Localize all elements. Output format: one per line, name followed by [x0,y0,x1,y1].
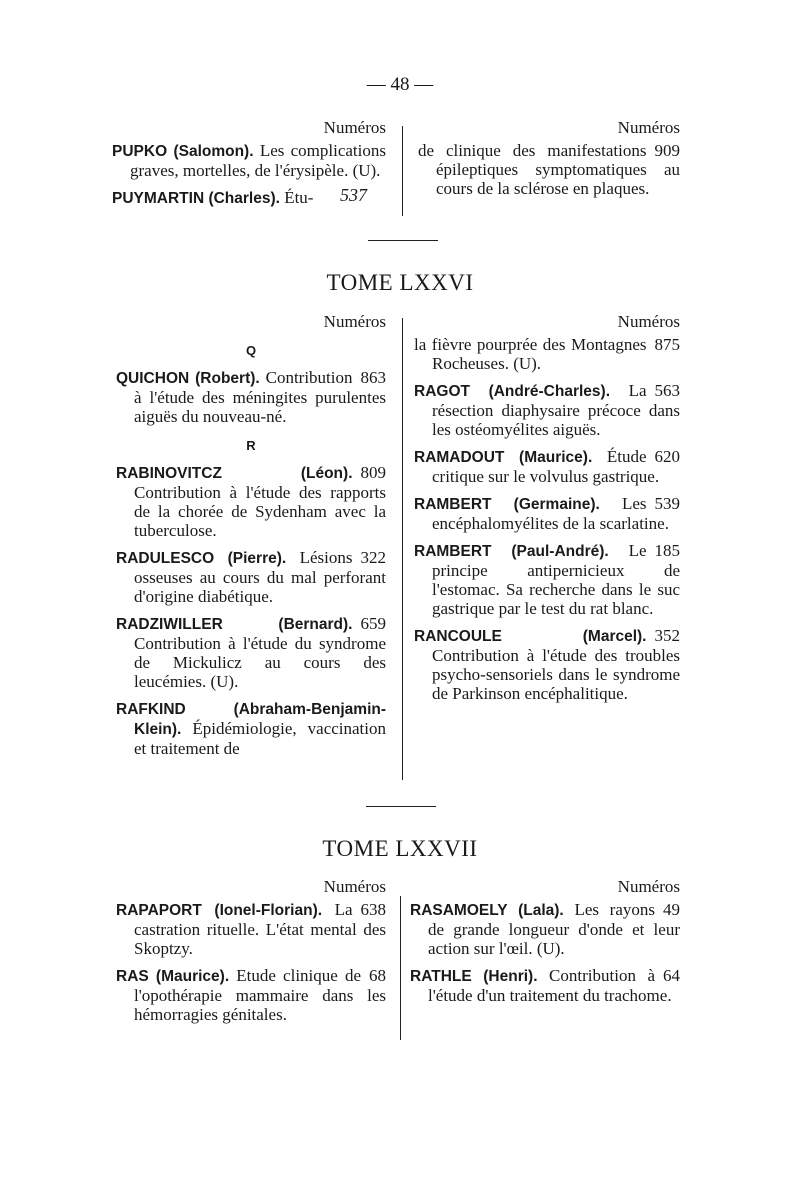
index-entry [116,548,386,606]
author-name: RAPAPORT (Ionel-Florian). [116,902,323,919]
thesis-number: 659 [360,614,386,633]
index-entry [116,368,386,426]
author-name: RAMBERT (Paul-André). [414,543,609,560]
thesis-number: 68 [369,966,386,985]
index-entry [410,900,680,958]
numeros-header: Numéros [617,118,680,137]
thesis-number: 539 [654,494,680,513]
tome-title: TOME LXXVII [322,836,478,861]
thesis-number: 322 [360,548,386,567]
numeros-header: Numéros [323,877,386,896]
index-entry [410,966,680,1005]
thesis-title: Lésions osseuses au cours du mal perforant d'origine diabétique. [134,548,386,606]
author-name: RADZIWILLER (Bernard). [116,616,353,633]
author-name: RADULESCO (Pierre). [116,550,287,567]
author-name: RAMADOUT (Maurice). [414,449,593,466]
index-entry [116,966,386,1024]
index-entry [414,335,680,373]
thesis-number: 809 [360,463,386,482]
thesis-title: Les encéphalomyélites de la scarlatine. [432,494,669,533]
index-entry [116,614,386,691]
index-entry [414,381,680,439]
thesis-number: 563 [654,381,680,400]
index-entry [414,447,680,486]
index-entry [112,141,386,180]
thesis-number: 875 [654,335,680,354]
author-name: RAGOT (André-Charles). [414,383,611,400]
author-name: QUICHON (Robert). [116,370,260,387]
author-name: PUYMARTIN (Charles). [112,190,280,207]
thesis-title: Etude clinique de l'opothérapie mammaire dans les hémorragies génitales. [134,966,386,1024]
section-rule [368,240,438,241]
section-rule [366,806,436,807]
numeros-header: Numéros [323,312,386,331]
index-entry [116,463,386,540]
tome76-right-column [414,312,680,711]
thesis-title: la fièvre pourprée des Montagnes Rocheuses. (U). [414,335,647,373]
thesis-title: Contribution à l'étude du syndrome de Mickulicz au cours des leucémies. (U). [134,634,386,691]
thesis-title: Étude critique sur le volvulus gastrique. [432,447,660,486]
numeros-header: Numéros [323,118,386,137]
author-name: RANCOULE (Marcel). [414,628,647,645]
author-name: RAFKIND (Abraham-Benjamin-Klein). [116,701,386,738]
index-entry [418,141,680,198]
tome77-right-column [410,877,680,1013]
thesis-title: Les rayons de grande longueur d'onde et leur action sur l'œil. (U). [428,900,680,958]
thesis-number: 620 [654,447,680,466]
top-right-column [418,118,680,206]
tome77-left-column [116,877,386,1032]
thesis-title: Épidémiologie, vaccination et traitement de [134,719,386,758]
numeros-header: Numéros [617,877,680,896]
author-name: RABINOVITCZ (Léon). [116,465,353,482]
numeros-header: Numéros [617,312,680,331]
thesis-number: 863 [360,368,386,387]
thesis-title: Contribution à l'étude des troubles psycho-sensoriels dans le syndrome de Parkinson encéphalitique. [432,646,680,703]
index-entry [414,494,680,533]
index-entry [414,541,680,618]
index-entry [414,626,680,703]
thesis-title: de clinique des manifestations épileptiques symptomatiques au cours de la sclérose en plaques. [418,141,680,198]
thesis-title: Contribution à l'étude d'un traitement du trachome. [428,966,672,1005]
page-number: — 48 — [366,74,434,95]
thesis-title: La castration rituelle. L'état mental des Skoptzy. [134,900,386,958]
thesis-title: Contribution à l'étude des rapports de la chorée de Sydenham avec la tuberculose. [134,483,386,540]
index-entry [116,699,386,758]
thesis-title: Étu- [284,188,314,207]
thesis-number: 49 [663,900,680,919]
thesis-number: 185 [654,541,680,560]
handwritten-note: 537 [340,185,367,205]
column-divider [402,318,403,780]
index-entry [116,900,386,958]
thesis-title: Contribution à l'étude des méningites purulentes aiguës du nouveau-né. [134,368,386,426]
thesis-number: 638 [360,900,386,919]
thesis-title: Le principe antipernicieux de l'estomac. Sa recherche dans le suc gastrique par le test du rat blanc. [432,541,680,618]
author-name: PUPKO (Salomon). [112,143,254,160]
section-letter: R [246,438,256,453]
author-name: RATHLE (Henri). [410,968,538,985]
thesis-title: Les complications graves, mortelles, de l'érysipèle. (U). [130,141,386,180]
thesis-number: 909 [654,141,680,160]
column-divider [400,896,401,1040]
author-name: RAMBERT (Germaine). [414,496,600,513]
thesis-number: 64 [663,966,680,985]
tome76-left-column [116,312,386,766]
section-letter: Q [245,343,257,358]
tome-title: TOME LXXVI [326,270,474,295]
author-name: RAS (Maurice). [116,968,230,985]
column-divider [402,126,403,216]
thesis-title: La résection diaphysaire précoce dans les ostéomyélites aiguës. [432,381,680,439]
author-name: RASAMOELY (Lala). [410,902,564,919]
thesis-number: 352 [654,626,680,645]
